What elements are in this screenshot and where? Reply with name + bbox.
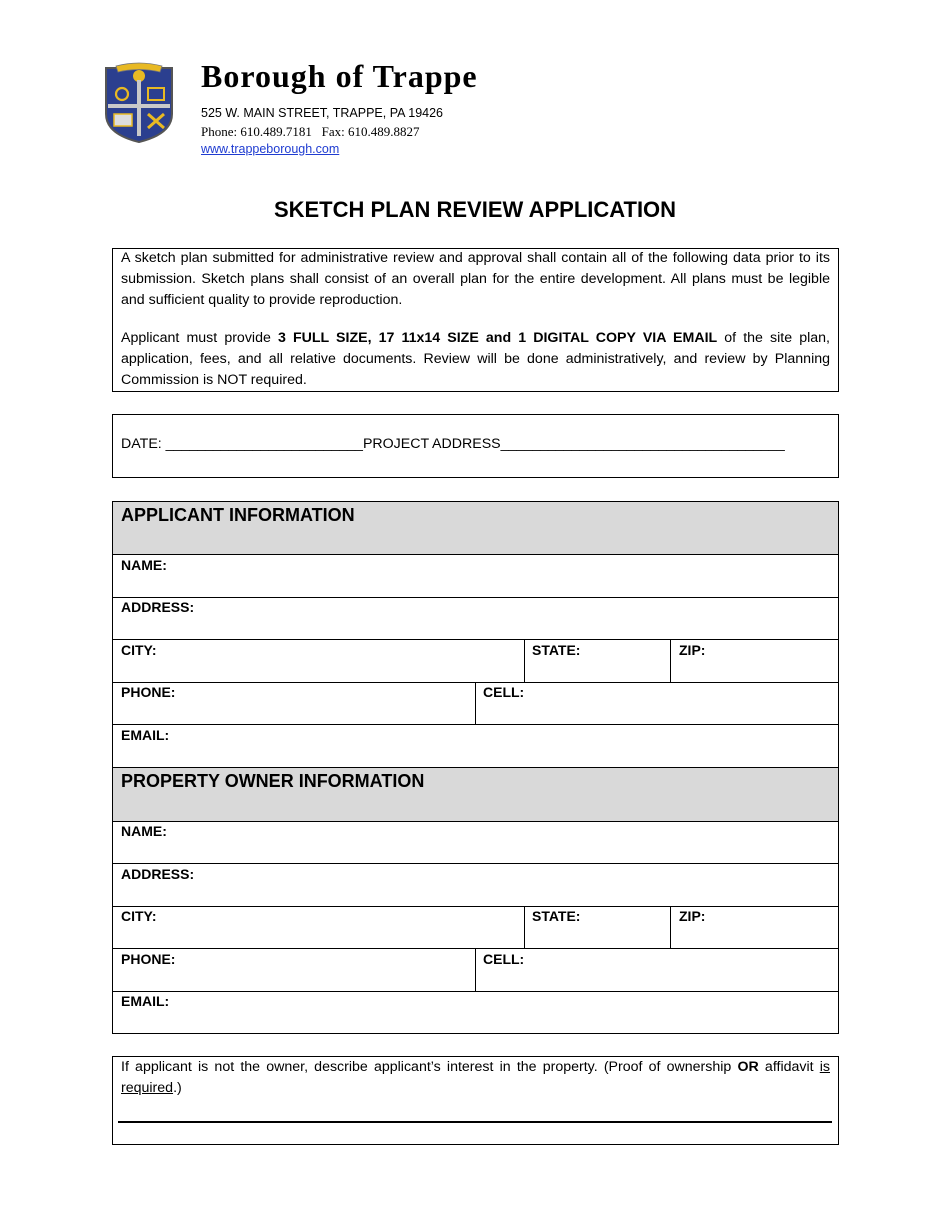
interest-answer-line[interactable]	[118, 1121, 832, 1123]
applicant-zip-field[interactable]: ZIP:	[679, 642, 706, 658]
interest-text-before: If applicant is not the owner, describe applicant’s interest in the property. (Proof of ownership	[121, 1059, 738, 1075]
owner-state-field[interactable]: STATE:	[532, 908, 581, 924]
owner-zip-field[interactable]: ZIP:	[679, 908, 706, 924]
applicant-cell-field[interactable]: CELL:	[483, 684, 525, 700]
applicant-phone-field[interactable]: PHONE:	[121, 684, 176, 700]
applicant-city-field[interactable]: CITY:	[121, 642, 157, 658]
applicant-section-title: APPLICANT INFORMATION	[121, 505, 355, 525]
owner-address-field[interactable]: ADDRESS:	[121, 866, 195, 882]
intro-p2-bold: 3 FULL SIZE, 17 11x14 SIZE and 1 DIGITAL COPY VIA EMAIL	[277, 330, 718, 346]
intro-paragraph-2	[121, 328, 830, 391]
applicant-name-field[interactable]: NAME:	[121, 557, 167, 573]
applicant-address-field[interactable]: ADDRESS:	[121, 599, 195, 615]
owner-phone-field[interactable]: PHONE:	[121, 951, 176, 967]
interest-text-underline: is required	[121, 1059, 830, 1096]
borough-crest-icon	[102, 62, 176, 144]
phone-label: Phone:	[201, 124, 238, 139]
phone-number: 610.489.7181	[240, 124, 312, 139]
date-project-row	[121, 436, 785, 452]
intro-paragraph-1: A sketch plan submitted for administrative review and approval shall contain all of the following data prior to its submission. Sketch plans shall consist of an overall plan for the entire development. All plans must be legible and sufficient quality to provide reproduction.	[121, 250, 830, 308]
interest-text-after: .)	[173, 1080, 182, 1096]
project-address-field[interactable]: ____________________________________	[500, 436, 785, 452]
website-link[interactable]: www.trappeborough.com	[201, 142, 340, 156]
interest-text-bold: OR	[737, 1059, 759, 1075]
intro-p2-before: Applicant must provide	[121, 330, 278, 346]
owner-section-title: PROPERTY OWNER INFORMATION	[121, 771, 425, 791]
fax-label: Fax:	[321, 124, 345, 139]
borough-name: Borough of Trappe	[201, 58, 478, 94]
owner-cell-field[interactable]: CELL:	[483, 951, 525, 967]
phone-fax-line	[201, 124, 420, 140]
page-title: SKETCH PLAN REVIEW APPLICATION	[273, 197, 677, 222]
owner-name-field[interactable]: NAME:	[121, 823, 167, 839]
borough-address: 525 W. MAIN STREET, TRAPPE, PA 19426	[201, 106, 443, 120]
owner-email-field[interactable]: EMAIL:	[121, 993, 170, 1009]
date-field[interactable]: _________________________	[165, 436, 363, 452]
project-address-label: PROJECT ADDRESS	[362, 436, 501, 452]
owner-city-field[interactable]: CITY:	[121, 908, 157, 924]
applicant-interest-text	[121, 1057, 830, 1099]
applicant-email-field[interactable]: EMAIL:	[121, 727, 170, 743]
fax-number: 610.489.8827	[348, 124, 420, 139]
intro-p2-after: of the site plan, application, fees, and all relative documents. Review will be done administratively, and review by Planning Commission is NOT required.	[121, 330, 830, 388]
interest-text-mid: affidavit	[758, 1059, 820, 1075]
date-label: DATE:	[121, 436, 166, 452]
applicant-state-field[interactable]: STATE:	[532, 642, 581, 658]
